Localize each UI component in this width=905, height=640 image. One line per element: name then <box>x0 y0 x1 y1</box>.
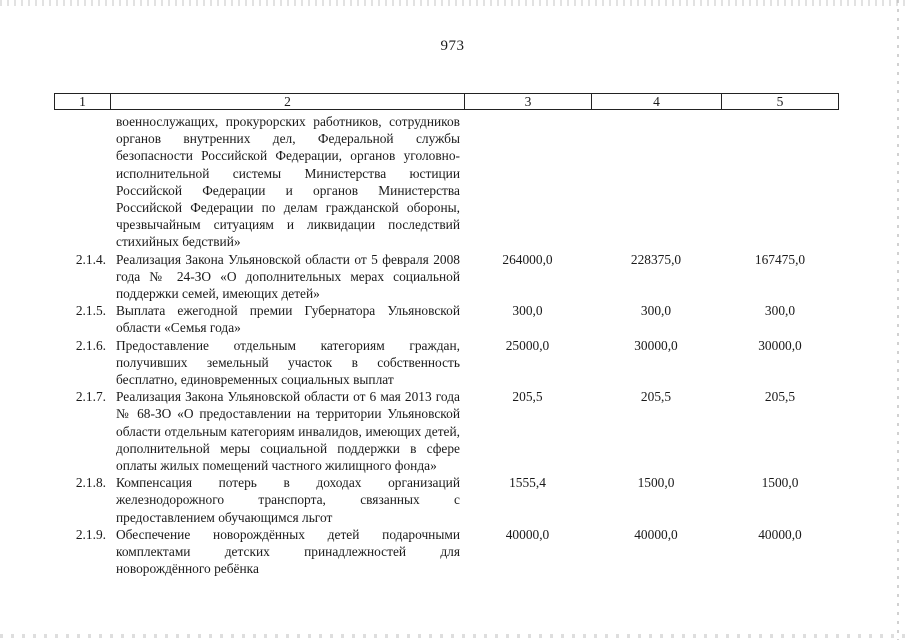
row-number <box>54 113 110 251</box>
row-value-col3: 300,0 <box>512 303 543 319</box>
row-value-col4: 300,0 <box>640 303 672 319</box>
row-description: Реализация Закона Ульяновской области от 5 февраля 2008 года № 24-ЗО «О дополнительных мерах социальной поддержки семей, имеющих детей» <box>116 251 460 302</box>
row-value-col5: 205,5 <box>764 389 796 405</box>
row-description: Предоставление отдельным категориям граждан, получивших земельный участок в собственность бесплатно, единовременных социальных выплат <box>116 337 460 388</box>
row-value-col5: 30000,0 <box>758 337 802 353</box>
row-value-col5: 40000,0 <box>758 526 802 542</box>
row-value-col5: 300,0 <box>764 303 796 319</box>
row-value-col4: 1500,0 <box>637 475 675 491</box>
row-description: Компенсация потерь в доходах организаций железнодорожного транспорта, связанных с предоставлением обучающимся льгот <box>116 475 460 525</box>
row-value-col5: 167475,0 <box>754 251 806 267</box>
scan-edge-right <box>897 0 899 640</box>
table-row <box>54 474 839 526</box>
row-number: 2.1.9. <box>75 526 106 542</box>
header-col-4: 4 <box>592 94 722 109</box>
row-description: Реализация Закона Ульяновской области от 6 мая 2013 года № 68-ЗО «О предоставлении на территории Ульяновской области отдельным категориям инвалидов, имеющих детей, дополнительной меры социальной поддержки в сфере оплаты жилых помещений частного жилищного фонда» <box>116 389 460 474</box>
table-row <box>54 251 839 303</box>
row-value-col5: 1500,0 <box>761 475 799 491</box>
row-number: 2.1.8. <box>75 475 106 491</box>
row-value-col4: 228375,0 <box>630 251 682 267</box>
table-header <box>54 93 839 110</box>
row-value-col4: 205,5 <box>640 389 672 405</box>
row-number: 2.1.6. <box>75 337 106 353</box>
scan-edge-bottom <box>0 634 905 638</box>
table-row <box>54 113 839 251</box>
row-value-col4: 40000,0 <box>634 526 678 542</box>
row-value-col3: 205,5 <box>512 389 543 405</box>
row-value-col3: 264000,0 <box>502 251 553 267</box>
header-col-3: 3 <box>465 94 592 109</box>
row-value-col5 <box>721 113 839 251</box>
header-col-1: 1 <box>55 94 111 109</box>
row-description: Выплата ежегодной премии Губернатора Ульяновской области «Семья года» <box>116 303 460 336</box>
row-value-col3: 40000,0 <box>505 526 550 542</box>
row-description: военнослужащих, прокурорских работников, сотрудников органов внутренних дел, Федеральной службы безопасности Российской Федерации, органов уголовно-исполнительной системы Министерства юстиции Российской Федерации и органов Министерства Российской Федерации по делам гражданской обороны, чрезвычайным ситуациям и ликвидации последствий стихийных бедствий» <box>116 114 460 250</box>
row-value-col3: 1555,4 <box>509 475 546 491</box>
row-description: Обеспечение новорождённых детей подарочными комплектами детских принадлежностей для новорождённого ребёнка <box>116 526 460 577</box>
row-value-col3: 25000,0 <box>505 337 550 353</box>
table-row <box>54 388 839 474</box>
row-number: 2.1.5. <box>75 303 106 319</box>
row-value-col4 <box>591 113 721 251</box>
table-row <box>54 337 839 389</box>
row-value-col3 <box>464 113 591 251</box>
row-number: 2.1.4. <box>75 251 106 267</box>
row-number: 2.1.7. <box>75 389 106 405</box>
scan-edge-top <box>0 0 905 6</box>
table-row <box>54 526 839 578</box>
header-col-5: 5 <box>776 94 784 109</box>
page-number: 973 <box>440 38 465 54</box>
table-row <box>54 302 839 336</box>
header-col-2: 2 <box>111 94 465 109</box>
table-body <box>54 113 839 577</box>
row-value-col4: 30000,0 <box>634 337 678 353</box>
